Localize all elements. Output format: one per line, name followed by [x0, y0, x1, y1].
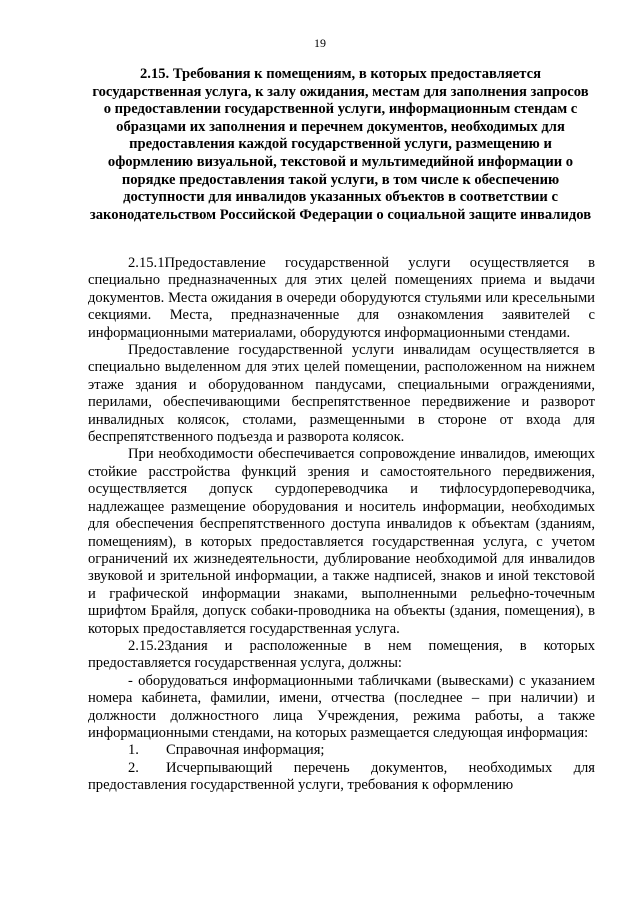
list-item-number: 1.: [128, 742, 139, 759]
list-item-text: Справочная информация;: [166, 742, 325, 759]
paragraph: - оборудоваться информационными табличками (вывесками) с указанием номера кабинета, фамилии, имени, отчества (последнее – при наличии) и должности должностного лица Учреждения, режима работы, а также информационными стендами, на которых размещается следующая информация:: [88, 672, 595, 741]
paragraph: При необходимости обеспечивается сопровождение инвалидов, имеющих стойкие расстройства функций зрения и самостоятельного передвижения, осуществляется допуск сурдопереводчика и тифлосурдопереводчика, надлежащее размещение оборудования и носитель информации, необходимых для обеспечения беспрепятственного доступа инвалидов к объектам (зданиям, помещениям), в которых предоставляется государственная услуга, с учетом ограничений их жизнедеятельности, дублирование необходимой для инвалидов звуковой и зрительной информации, а также надписей, знаков и иной текстовой и графической информации знаками, выполненными рельефно-точечным шрифтом Брайля, допуск собаки-проводника на объекты (здания, помещения), в которых предоставляется государственная услуга.: [88, 446, 595, 637]
section-heading: 2.15. Требования к помещениям, в которых предоставляется государственная услуга, к залу ожидания, местам для заполнения запросов о предоставлении государственной услуги, информационным стендам с образцами их заполнения и перечнем документов, необходимых для предоставления каждой государственной услуги, размещению и оформлению визуальной, текстовой и мультимедийной информации о порядке предоставления такой услуги, в том числе к обеспечению доступности для инвалидов указанных объектов в соответствии с законодательством Российской Федерации о социальной защите инвалидов: [89, 66, 592, 223]
paragraph: 2.15.1Предоставление государственной услуги осуществляется в специально предназначенных для этих целей помещениях приема и выдачи документов. Места ожидания в очереди оборудуются стульями или кресельными секциями. Места, предназначенные для ознакомления заявителей с информационными материалами, оборудуются информационными стендами.: [88, 255, 595, 341]
paragraph: Предоставление государственной услуги инвалидам осуществляется в специально выделенном для этих целей помещении, расположенном на нижнем этаже здания и оборудованном пандусами, специальными ограждениями, перилами, обеспечивающими беспрепятственное передвижение и разворот инвалидных колясок, столами, размещенными в стороне от входа для беспрепятственного подъезда и разворота колясок.: [88, 342, 595, 446]
list-item: [88, 742, 595, 759]
body-text: [88, 255, 595, 795]
page-number: 19: [314, 36, 326, 50]
list-item: [88, 760, 595, 795]
list-item-text: Исчерпывающий перечень документов, необходимых для предоставления государственной услуги, требования к оформлению: [88, 759, 595, 794]
paragraph: 2.15.2Здания и расположенные в нем помещения, в которых предоставляется государственная услуга, должны:: [88, 637, 595, 672]
list-item-number: 2.: [128, 759, 139, 776]
